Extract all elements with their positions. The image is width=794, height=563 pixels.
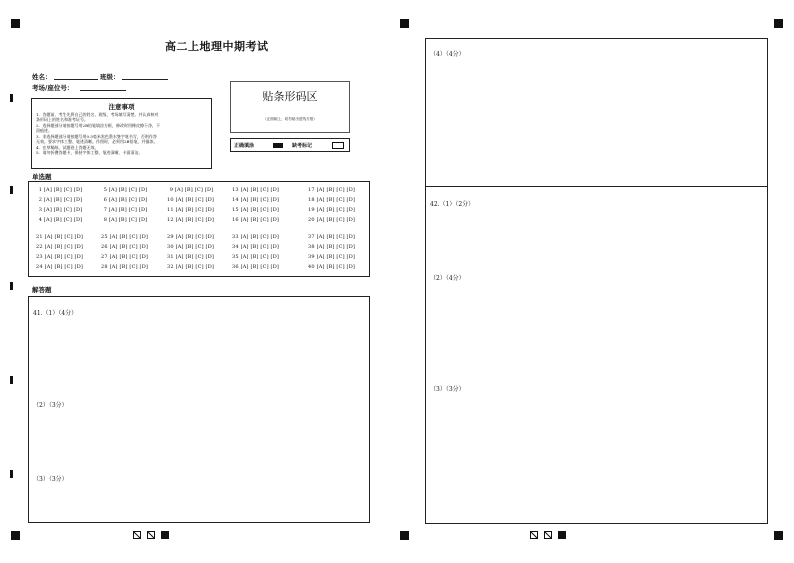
mc-options[interactable]: [A] [B] [C] [D] [240, 207, 280, 213]
mc-question-5[interactable] [101, 187, 147, 193]
mc-question-number: 36 [232, 264, 241, 270]
mc-options[interactable]: [A] [B] [C] [D] [316, 244, 356, 250]
mc-options[interactable]: [A] [B] [C] [D] [175, 254, 215, 260]
mc-question-number: 12 [167, 217, 176, 223]
mc-options[interactable]: [A] [B] [C] [D] [43, 187, 83, 193]
mc-question-number: 28 [101, 264, 110, 270]
mc-question-26[interactable] [101, 244, 148, 250]
mc-question-number: 37 [308, 234, 317, 240]
mc-question-number: 11 [167, 207, 176, 213]
mc-options[interactable]: [A] [B] [C] [D] [175, 244, 215, 250]
name-field[interactable] [54, 79, 98, 80]
mc-question-number: 7 [101, 207, 109, 213]
mc-options[interactable]: [A] [B] [C] [D] [43, 217, 83, 223]
absent-mark-label: 缺考标记 [292, 143, 313, 149]
exam-title: 高二上地理中期考试 [165, 40, 269, 53]
mc-question-number: 33 [232, 234, 241, 240]
mc-question-22[interactable] [36, 244, 83, 250]
mc-question-35[interactable] [232, 254, 279, 260]
mc-question-25[interactable] [101, 234, 148, 240]
mc-options[interactable]: [A] [B] [C] [D] [43, 197, 83, 203]
mc-question-34[interactable] [232, 244, 279, 250]
notice-line: 5．请勿折叠答题卡，保持字体工整、笔迹清晰、卡面清洁。 [36, 150, 143, 155]
mc-question-number: 13 [232, 187, 241, 193]
mc-options[interactable]: [A] [B] [C] [D] [109, 264, 149, 270]
mc-options[interactable]: [A] [B] [C] [D] [175, 207, 215, 213]
barcode-title: 贴条形码区 [262, 90, 318, 103]
timing-mark [10, 470, 13, 478]
mc-question-36[interactable] [232, 264, 279, 270]
mc-question-31[interactable] [167, 254, 214, 260]
mc-options[interactable]: [A] [B] [C] [D] [316, 264, 356, 270]
answer-section-label: 解答题 [32, 286, 52, 294]
mc-options[interactable]: [A] [B] [C] [D] [108, 217, 148, 223]
mc-question-9[interactable] [167, 187, 213, 193]
mc-question-4[interactable] [36, 217, 82, 223]
notice-line: 1．答题前，考生先将自己的姓名、班级、考场填写清楚，并认真核对 [36, 112, 159, 117]
q41-part2-label: （2）（3分） [33, 402, 68, 409]
mc-question-12[interactable] [167, 217, 214, 223]
answer-box-41-part4[interactable] [425, 38, 768, 187]
notice-line: 2．选择题部分请按题号用2B铅笔填涂方框，修改时用橡皮擦干净，不 [36, 123, 161, 128]
page-code-box [544, 531, 552, 539]
mc-question-number: 26 [101, 244, 110, 250]
mc-question-28[interactable] [101, 264, 148, 270]
mc-question-11[interactable] [167, 207, 214, 213]
mc-question-8[interactable] [101, 217, 147, 223]
mc-question-number: 35 [232, 254, 241, 260]
mc-question-19[interactable] [308, 207, 355, 213]
mc-question-number: 27 [101, 254, 110, 260]
mc-question-number: 21 [36, 234, 45, 240]
mc-question-37[interactable] [308, 234, 355, 240]
mc-options[interactable]: [A] [B] [C] [D] [316, 254, 356, 260]
mc-options[interactable]: [A] [B] [C] [D] [108, 187, 148, 193]
mc-question-number: 4 [36, 217, 44, 223]
room-seat-field[interactable] [80, 90, 126, 91]
mc-question-number: 29 [167, 234, 176, 240]
mc-question-39[interactable] [308, 254, 355, 260]
mc-options[interactable]: [A] [B] [C] [D] [109, 254, 149, 260]
correct-fill-label: 正确填涂 [234, 143, 255, 149]
page-code-box [147, 531, 155, 539]
mc-options[interactable]: [A] [B] [C] [D] [240, 217, 280, 223]
mc-question-number: 32 [167, 264, 176, 270]
mc-question-38[interactable] [308, 244, 355, 250]
mc-options[interactable]: [A] [B] [C] [D] [108, 197, 148, 203]
mc-options[interactable]: [A] [B] [C] [D] [109, 234, 149, 240]
q41-part1-label: 41.（1）（4分） [33, 310, 78, 317]
mc-question-33[interactable] [232, 234, 279, 240]
page-code-box [530, 531, 538, 539]
mc-question-32[interactable] [167, 264, 214, 270]
mc-options[interactable]: [A] [B] [C] [D] [108, 207, 148, 213]
mc-question-number: 14 [232, 197, 241, 203]
mc-question-number: 38 [308, 244, 317, 250]
mc-question-number: 18 [308, 197, 317, 203]
notice-line: 条形码上的姓名和准考证号。 [36, 117, 88, 122]
mc-options[interactable]: [A] [B] [C] [D] [175, 217, 215, 223]
mc-options[interactable]: [A] [B] [C] [D] [44, 234, 84, 240]
mc-question-number: 23 [36, 254, 45, 260]
mc-options[interactable]: [A] [B] [C] [D] [240, 197, 280, 203]
timing-mark [10, 282, 13, 290]
mc-question-40[interactable] [308, 264, 355, 270]
mc-options[interactable]: [A] [B] [C] [D] [316, 217, 356, 223]
mc-question-number: 5 [101, 187, 109, 193]
mc-options[interactable]: [A] [B] [C] [D] [44, 264, 84, 270]
q41-part3-label: （3）（3分） [33, 476, 68, 483]
mc-options[interactable]: [A] [B] [C] [D] [240, 244, 280, 250]
mc-question-number: 10 [167, 197, 176, 203]
mc-options[interactable]: [A] [B] [C] [D] [44, 244, 84, 250]
mc-question-1[interactable] [36, 187, 82, 193]
mc-question-number: 31 [167, 254, 176, 260]
mc-question-number: 24 [36, 264, 45, 270]
q42-part2-label: （2）（4分） [430, 275, 465, 282]
timing-mark [10, 186, 13, 194]
answer-box-42[interactable] [425, 186, 768, 524]
mc-options[interactable]: [A] [B] [C] [D] [43, 207, 83, 213]
page-code-filled [161, 531, 169, 539]
mc-question-number: 9 [167, 187, 175, 193]
mc-question-6[interactable] [101, 197, 147, 203]
mc-question-24[interactable] [36, 264, 83, 270]
q42-part3-label: （3）（3分） [430, 386, 465, 393]
mc-question-15[interactable] [232, 207, 279, 213]
room-seat-label: 考场/座位号： [32, 84, 74, 92]
mc-question-number: 15 [232, 207, 241, 213]
mc-question-3[interactable] [36, 207, 82, 213]
mc-question-number: 22 [36, 244, 45, 250]
mc-question-18[interactable] [308, 197, 355, 203]
corner-marker-bottom-right [774, 531, 783, 540]
mc-question-number: 3 [36, 207, 44, 213]
notice-box [31, 98, 212, 169]
timing-mark [10, 94, 13, 102]
correct-fill-sample [273, 143, 283, 148]
mc-options[interactable]: [A] [B] [C] [D] [316, 187, 356, 193]
name-label: 姓名： [32, 73, 52, 81]
page-code-filled [558, 531, 566, 539]
mc-options[interactable]: [A] [B] [C] [D] [316, 234, 356, 240]
class-label: 班级： [100, 73, 120, 81]
answer-box-41[interactable] [28, 296, 370, 523]
class-field[interactable] [122, 79, 168, 80]
mc-answer-box [28, 181, 370, 277]
corner-marker-center-bottom [400, 531, 409, 540]
mc-options[interactable]: [A] [B] [C] [D] [316, 197, 356, 203]
page-code-box [133, 531, 141, 539]
corner-marker-top-right [774, 19, 783, 28]
mc-options[interactable]: [A] [B] [C] [D] [44, 254, 84, 260]
mc-options[interactable]: [A] [B] [C] [D] [174, 187, 214, 193]
mc-question-number: 39 [308, 254, 317, 260]
q41-part4-label: （4）（4分） [430, 51, 465, 58]
notice-line: 留痕迹。 [36, 128, 52, 133]
barcode-area [230, 81, 350, 133]
mc-question-number: 19 [308, 207, 317, 213]
mc-question-23[interactable] [36, 254, 83, 260]
mc-options[interactable]: [A] [B] [C] [D] [240, 254, 280, 260]
mc-options[interactable]: [A] [B] [C] [D] [240, 234, 280, 240]
mc-question-number: 8 [101, 217, 109, 223]
mc-question-number: 2 [36, 197, 44, 203]
mc-question-number: 1 [36, 187, 44, 193]
mc-question-30[interactable] [167, 244, 214, 250]
mc-question-2[interactable] [36, 197, 82, 203]
mc-question-number: 25 [101, 234, 110, 240]
mc-question-number: 20 [308, 217, 317, 223]
mc-question-27[interactable] [101, 254, 148, 260]
barcode-note: （正面朝上，切勿贴出虚线方框） [263, 117, 317, 121]
mc-options[interactable]: [A] [B] [C] [D] [175, 234, 215, 240]
mc-options[interactable]: [A] [B] [C] [D] [175, 197, 215, 203]
mc-options[interactable]: [A] [B] [C] [D] [109, 244, 149, 250]
mc-question-16[interactable] [232, 217, 279, 223]
mc-question-21[interactable] [36, 234, 83, 240]
mc-question-number: 6 [101, 197, 109, 203]
mc-options[interactable]: [A] [B] [C] [D] [175, 264, 215, 270]
mc-question-29[interactable] [167, 234, 214, 240]
notice-line: 3．非选择题部分请按题号用0.5毫米黑色墨水签字笔书写，否则作答 [36, 134, 157, 139]
mc-question-number: 17 [308, 187, 317, 193]
mc-options[interactable]: [A] [B] [C] [D] [240, 187, 280, 193]
notice-line: 4．在草稿纸、试题卷上答题无效。 [36, 145, 99, 150]
mc-question-number: 34 [232, 244, 241, 250]
corner-marker-center-top [400, 19, 409, 28]
mc-question-17[interactable] [308, 187, 355, 193]
mc-section-label: 单选题 [32, 173, 52, 181]
fill-legend [230, 138, 350, 152]
mc-question-7[interactable] [101, 207, 147, 213]
mc-question-20[interactable] [308, 217, 355, 223]
mc-question-number: 40 [308, 264, 317, 270]
notice-line: 无效。要求字体工整、笔迹清晰。作图时，必须用2B铅笔，并描浓。 [36, 139, 158, 144]
timing-mark [10, 376, 13, 384]
mc-options[interactable]: [A] [B] [C] [D] [240, 264, 280, 270]
mc-question-13[interactable] [232, 187, 279, 193]
q42-part1-label: 42.（1）（2分） [430, 201, 475, 208]
corner-marker-bottom-left [11, 531, 20, 540]
notice-title: 注意事项 [108, 103, 135, 111]
absent-mark-checkbox[interactable] [332, 142, 344, 149]
mc-question-number: 16 [232, 217, 241, 223]
corner-marker-top-left [11, 19, 20, 28]
mc-question-10[interactable] [167, 197, 214, 203]
mc-question-14[interactable] [232, 197, 279, 203]
mc-options[interactable]: [A] [B] [C] [D] [316, 207, 356, 213]
mc-question-number: 30 [167, 244, 176, 250]
